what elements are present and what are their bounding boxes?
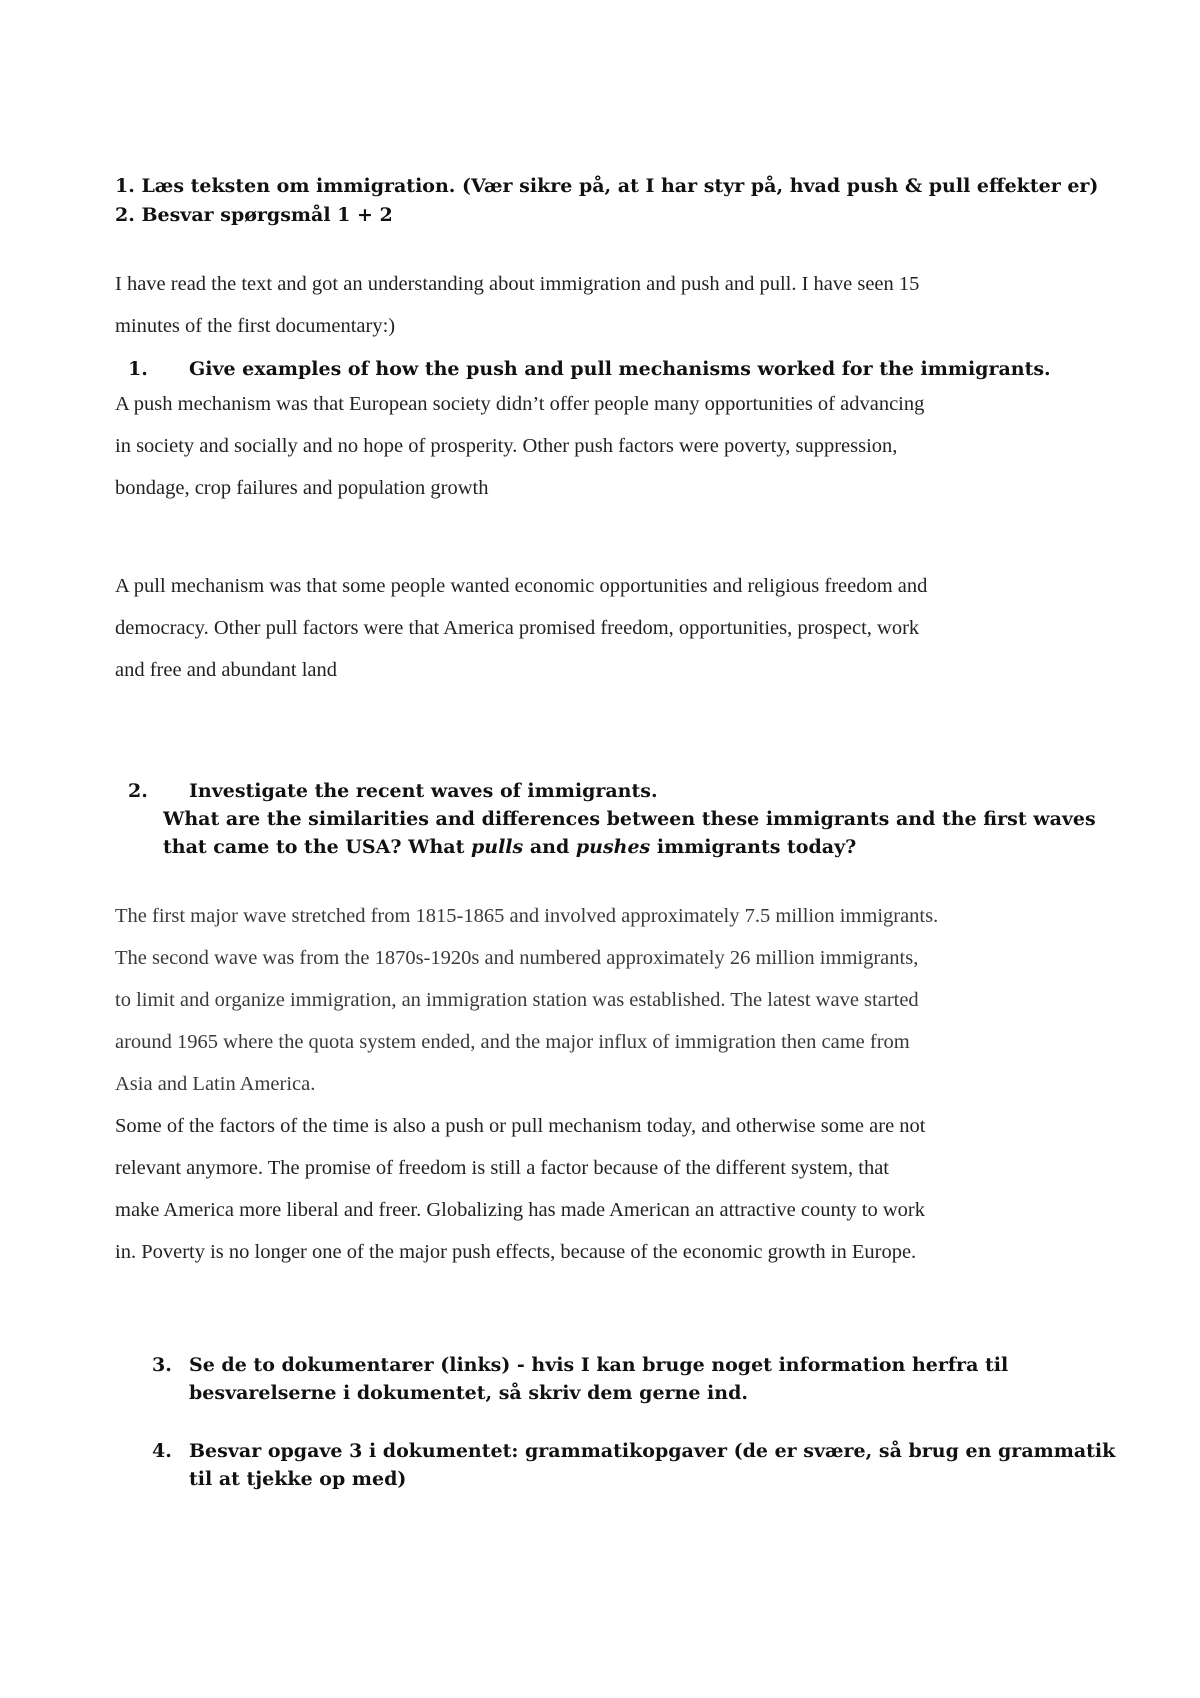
q3-number: 3. bbox=[152, 1354, 172, 1376]
q2-answer-line-2: The second wave was from the 1870s-1920s and numbered approximately 26 million immigrants, bbox=[115, 947, 919, 969]
q2-answer-line-9: in. Poverty is no longer one of the major push effects, because of the economic growth in Europe. bbox=[115, 1241, 917, 1263]
q1-push-line-3: bondage, crop failures and population growth bbox=[115, 477, 489, 499]
q4-number: 4. bbox=[152, 1440, 172, 1462]
q2-pushes-word: pushes bbox=[575, 836, 651, 858]
q2-answer-line-1: The first major wave stretched from 1815-1865 and involved approximately 7.5 million immigrants. bbox=[115, 905, 939, 927]
instruction-step-2: 2. Besvar spørgsmål 1 + 2 bbox=[115, 204, 393, 226]
q2-and-word: and bbox=[523, 836, 576, 858]
q2-answer-line-3: to limit and organize immigration, an immigration station was established. The latest wave started bbox=[115, 989, 919, 1011]
q2-subtitle-line-1: What are the similarities and differences between these immigrants and the first waves bbox=[163, 808, 1096, 830]
q2-subtitle-prefix: that came to the USA? What bbox=[163, 836, 471, 858]
q1-pull-line-2: democracy. Other pull factors were that America promised freedom, opportunities, prospect, work bbox=[115, 617, 920, 639]
intro-line-2: minutes of the first documentary:) bbox=[115, 315, 396, 337]
q2-subtitle-line-2 bbox=[163, 836, 856, 858]
q2-answer-line-8: make America more liberal and freer. Globalizing has made American an attractive county to work bbox=[115, 1199, 926, 1221]
q2-title: Investigate the recent waves of immigrants. bbox=[189, 780, 658, 802]
q2-pulls-word: pulls bbox=[470, 836, 524, 858]
q4-line-1: Besvar opgave 3 i dokumentet: grammatikopgaver (de er svære, så brug en grammatik bbox=[189, 1440, 1116, 1462]
q1-push-line-2: in society and socially and no hope of prosperity. Other push factors were poverty, suppression, bbox=[115, 435, 898, 457]
q1-title: Give examples of how the push and pull mechanisms worked for the immigrants. bbox=[189, 358, 1051, 380]
q2-answer-line-5: Asia and Latin America. bbox=[115, 1073, 316, 1095]
q2-answer-line-6: Some of the factors of the time is also a push or pull mechanism today, and otherwise some are not bbox=[115, 1115, 926, 1137]
q1-number: 1. bbox=[128, 358, 148, 380]
q3-line-1: Se de to dokumentarer (links) - hvis I kan bruge noget information herfra til bbox=[189, 1354, 1009, 1376]
q2-number: 2. bbox=[128, 780, 148, 802]
q1-pull-line-1: A pull mechanism was that some people wanted economic opportunities and religious freedom and bbox=[115, 575, 928, 597]
intro-line-1: I have read the text and got an understanding about immigration and push and pull. I have seen 15 bbox=[115, 273, 920, 295]
q2-answer-line-4: around 1965 where the quota system ended, and the major influx of immigration then came from bbox=[115, 1031, 910, 1053]
instruction-step-1: 1. Læs teksten om immigration. (Vær sikre på, at I har styr på, hvad push & pull effekter er) bbox=[115, 175, 1099, 197]
q2-subtitle-suffix: immigrants today? bbox=[650, 836, 857, 858]
q1-push-line-1: A push mechanism was that European society didn’t offer people many opportunities of advancing bbox=[115, 393, 925, 415]
q2-answer-line-7: relevant anymore. The promise of freedom is still a factor because of the different system, that bbox=[115, 1157, 889, 1179]
q4-line-2: til at tjekke op med) bbox=[189, 1468, 407, 1490]
q3-line-2: besvarelserne i dokumentet, så skriv dem gerne ind. bbox=[189, 1382, 748, 1404]
q1-pull-line-3: and free and abundant land bbox=[115, 659, 337, 681]
